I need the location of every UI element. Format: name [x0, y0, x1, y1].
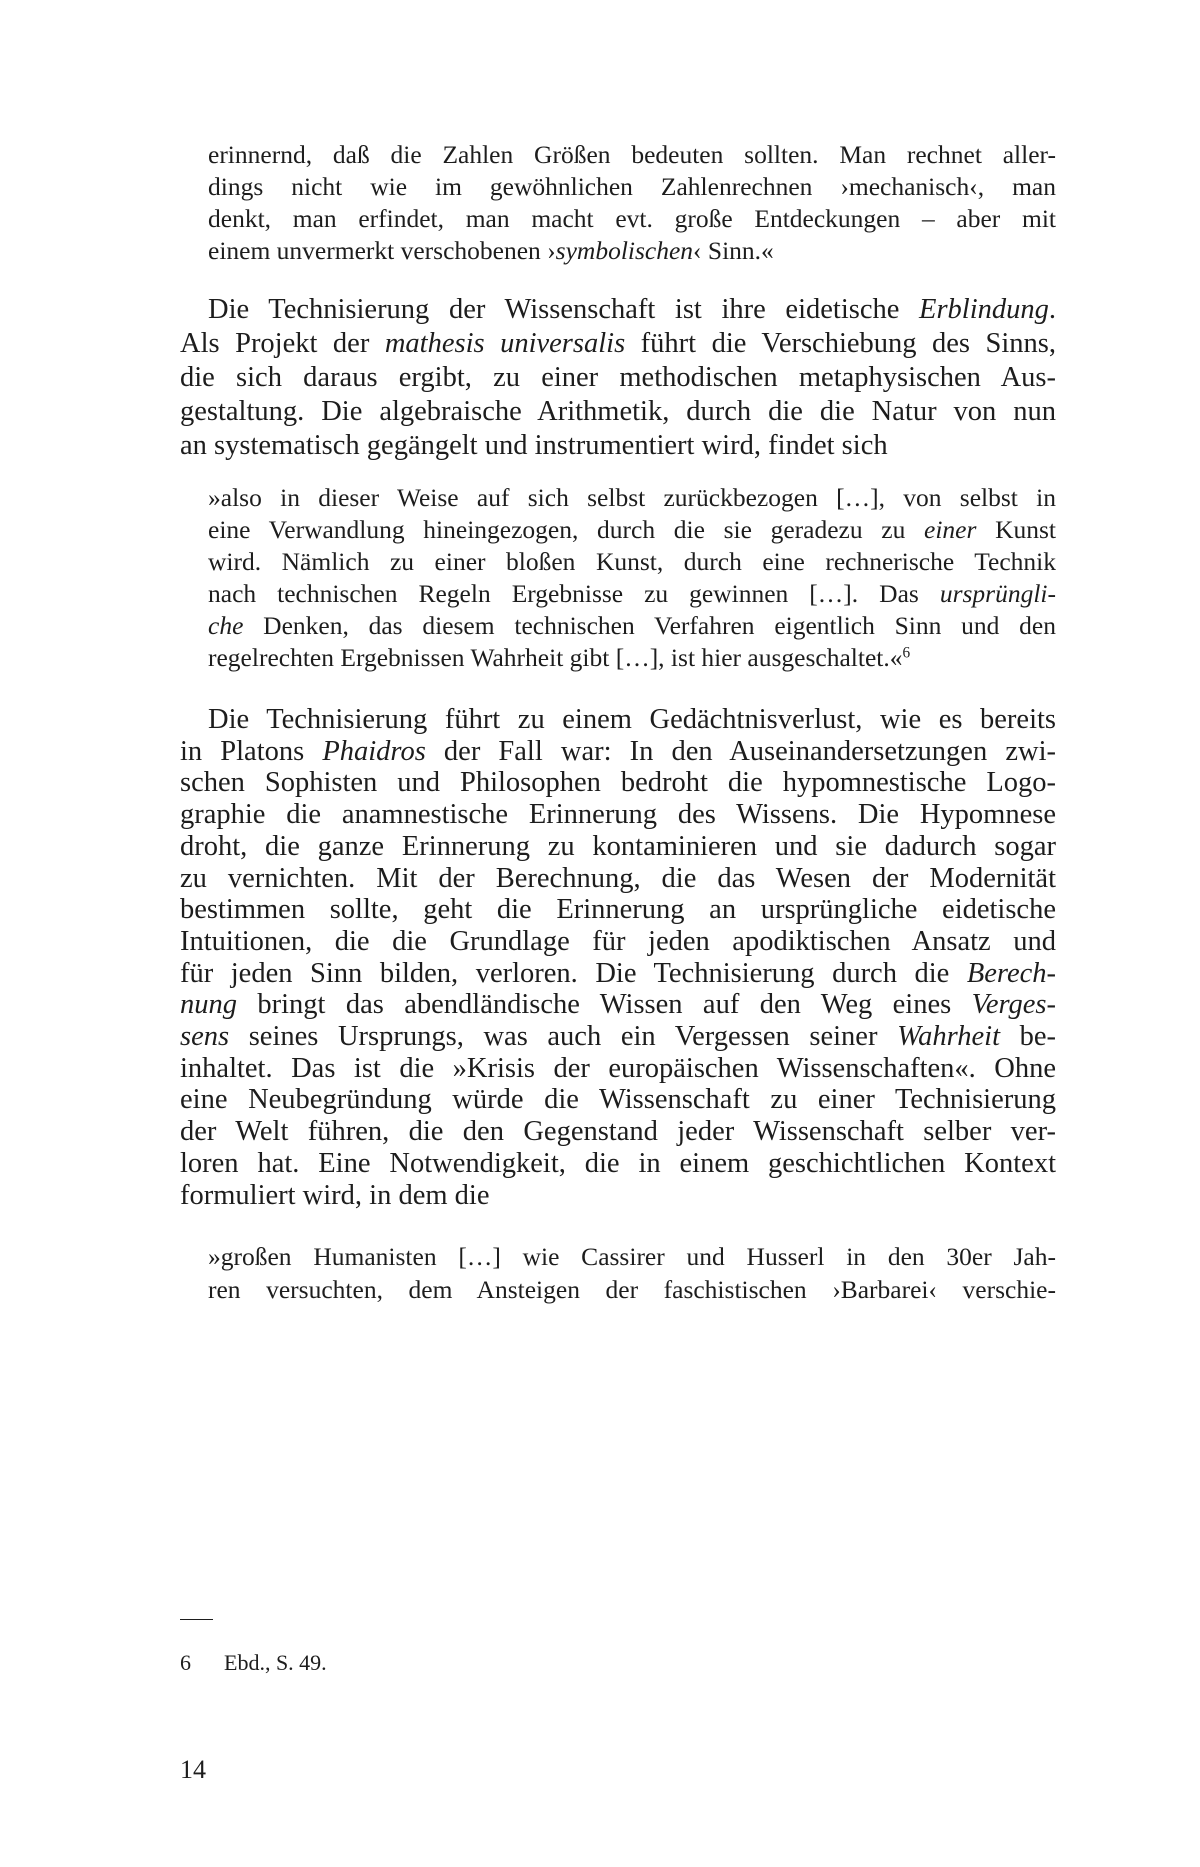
text-line: loren hat. Eine Notwendigkeit, die in einem geschichtlichen Kontext	[180, 1147, 1056, 1179]
text-line: gestaltung. Die algebraische Arithmetik, durch die die Natur von nun	[180, 396, 1056, 427]
text-line: droht, die ganze Erinnerung zu kontaminieren und sie dadurch sogar	[180, 830, 1056, 862]
text-line: in Platons Phaidros der Fall war: In den Auseinandersetzungen zwi-	[180, 735, 1056, 767]
text-line: denkt, man erfindet, man macht evt. große Entdeckungen – aber mit	[208, 204, 1056, 233]
text-line: regelrechten Ergebnissen Wahrheit gibt […], ist hier ausgeschaltet.«$^6$	[208, 643, 911, 672]
text-line: eine Neubegründung würde die Wissenschaft zu einer Technisierung	[180, 1084, 1056, 1116]
footnote-separator	[180, 1619, 213, 1620]
text-line: Die Technisierung führt zu einem Gedächtnisverlust, wie es bereits	[208, 704, 1056, 735]
emphasis: Berech-	[966, 957, 1056, 989]
text-line: Intuitionen, die die Grundlage für jeden apodiktischen Ansatz und	[180, 925, 1056, 957]
text-line: zu vernichten. Mit der Berechnung, die das Wesen der Modernität	[180, 862, 1056, 894]
text-line: eine Verwandlung hineingezogen, durch die sie geradezu zu einer Kunst	[208, 515, 1056, 544]
text-line: schen Sophisten und Philosophen bedroht die hypomnestische Logo-	[180, 767, 1056, 799]
emphasis: Wahrheit	[897, 1021, 1000, 1052]
footnote-number: 6	[180, 1650, 191, 1675]
footnote-ref: 6	[902, 644, 911, 662]
text-line: »großen Humanisten […] wie Cassirer und Husserl in den 30er Jah-	[208, 1242, 1056, 1271]
text-line: bestimmen sollte, geht die Erinnerung an ursprüngliche eidetische	[180, 894, 1056, 926]
emphasis: Phaidros	[322, 735, 426, 767]
text-line: formuliert wird, in dem die	[180, 1179, 490, 1211]
emphasis: nung	[180, 989, 237, 1021]
text-line: einem unvermerkt verschobenen ›symbolischen‹ Sinn.«	[208, 236, 774, 265]
text-line: »also in dieser Weise auf sich selbst zurückbezogen […], von selbst in	[208, 483, 1056, 512]
text-line: wird. Nämlich zu einer bloßen Kunst, durch eine rechnerische Technik	[208, 547, 1056, 576]
emphasis: einer	[924, 515, 977, 544]
text-line: sens seines Ursprungs, was auch ein Vergessen seiner Wahrheit be-	[180, 1021, 1057, 1052]
footnote	[180, 1650, 327, 1676]
text-line: graphie die anamnestische Erinnerung des Wissens. Die Hypomnese	[180, 799, 1056, 831]
emphasis: Erblindung	[919, 294, 1049, 325]
text-line: an systematisch gegängelt und instrumentiert wird, findet sich	[180, 430, 888, 461]
text-line: nung bringt das abendländische Wissen auf den Weg eines Verges-	[180, 989, 1056, 1021]
text-line: für jeden Sinn bilden, verloren. Die Technisierung durch die Berech-	[180, 957, 1056, 989]
emphasis: che	[208, 611, 244, 640]
text-line: ren versuchten, dem Ansteigen der faschistischen ›Barbarei‹ verschie-	[208, 1275, 1056, 1304]
text-line: Als Projekt der mathesis universalis führt die Verschiebung des Sinns,	[180, 328, 1056, 359]
emphasis: mathesis universalis	[384, 328, 626, 359]
text-line: dings nicht wie im gewöhnlichen Zahlenrechnen ›mechanisch‹, man	[208, 172, 1056, 201]
text-line: nach technischen Regeln Ergebnisse zu gewinnen […]. Das ursprüngli-	[208, 579, 1056, 608]
text-line: inhaltet. Das ist die »Krisis der europäischen Wissenschaften«. Ohne	[180, 1052, 1056, 1084]
emphasis: ursprüngli-	[939, 579, 1056, 608]
page-number: 14	[180, 1755, 206, 1784]
text-line: erinnernd, daß die Zahlen Größen bedeuten sollten. Man rechnet aller-	[208, 140, 1056, 169]
footnote-text: Ebd., S. 49.	[224, 1650, 327, 1675]
emphasis: symbolischen	[555, 236, 694, 265]
emphasis: sens	[180, 1021, 230, 1052]
text-line: der Welt führen, die den Gegenstand jeder Wissenschaft selber ver-	[180, 1116, 1056, 1148]
text-line: die sich daraus ergibt, zu einer methodischen metaphysischen Aus-	[180, 362, 1056, 393]
text-line: Die Technisierung der Wissenschaft ist ihre eidetische Erblindung.	[208, 294, 1056, 325]
text-line: che Denken, das diesem technischen Verfahren eigentlich Sinn und den	[208, 611, 1056, 640]
emphasis: Verges-	[971, 989, 1056, 1021]
